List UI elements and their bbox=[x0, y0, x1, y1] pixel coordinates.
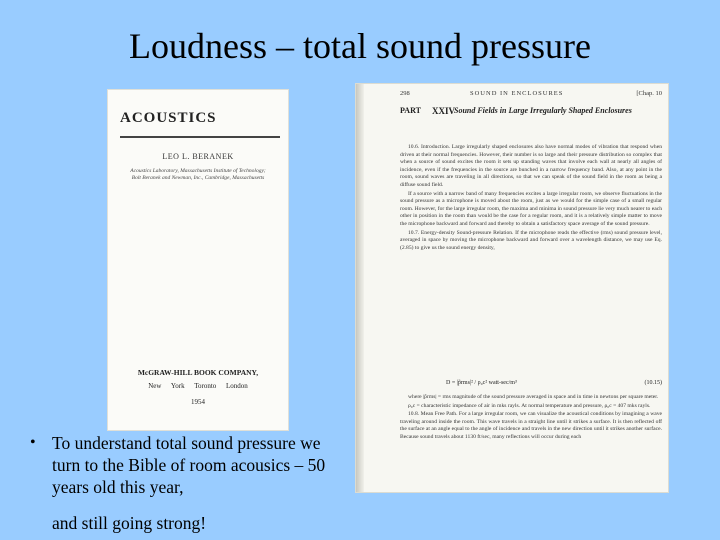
page-number: 298 bbox=[400, 90, 410, 97]
slide-title: Loudness – total sound pressure bbox=[129, 26, 591, 66]
paragraph: 10.6. Introduction. Large irregularly shaped enclosures also have normal modes of vibration that respond when driven at their normal frequencies. However, their number is so large and their pressure distribution so complex that when a source of sound excites the room it sets up standing waves that involve each wall at nearly all angles of incidence, even if the frequencies in the source are bunched in a narrow frequency band. Also, at any point in the room, sound waves are traveling in all directions, so that we can speak of the sound field in the room as being a diffuse sound field. bbox=[400, 144, 662, 188]
paragraph: If a source with a narrow band of many frequencies excites a large irregular room, we observe fluctuations in the sound pressure as a microphone is moved about the room, just as we would for the simple case of a small regular room. However, for the large irregular room, the maxima and minima in sound pressure lie very much nearer to each other in position in the room than would be the case for a regular room, and it is a relatively simple matter to move the microphone backward and forward and thereby to obtain a satisfactory space average of the sound pressure. bbox=[400, 190, 662, 227]
equation-number: (10.15) bbox=[644, 380, 662, 386]
publisher: McGRAW-HILL BOOK COMPANY, bbox=[137, 368, 259, 377]
paragraph: 10.7. Energy-density Sound-pressure Relation. If the microphone reads the effective (rms) sound pressure level, averaged in space by moving the microphone backward and forward over a wavelength distance, we may use Eq. (2.85) to give us the sound energy density, bbox=[400, 229, 662, 251]
book-content-page-image bbox=[356, 84, 668, 492]
equation-text: D = |p̃rms|² / ρ₀c² watt-sec/m³ bbox=[446, 380, 517, 386]
page-binding-edge bbox=[356, 84, 364, 492]
bullet-text: To understand total sound pressure we turn to the Bible of room acousics – 50 years old this year, bbox=[52, 433, 326, 497]
equation bbox=[446, 380, 662, 386]
bullet-icon: • bbox=[30, 434, 36, 451]
part-label: PART bbox=[400, 106, 421, 115]
paragraph: ρ₀c = characteristic impedance of air in mks rayls. At normal temperature and pressure, ρ₀c = 407 mks rayls. bbox=[408, 402, 651, 409]
page-body-text-lower bbox=[400, 394, 662, 443]
book-title-heading: ACOUSTICS bbox=[120, 110, 217, 126]
running-head: SOUND IN ENCLOSURES bbox=[470, 90, 564, 97]
book-author: LEO L. BERANEK bbox=[162, 152, 234, 161]
paragraph: where |p̃rms| = rms magnitude of the sound pressure averaged in space and in time in newtons per square meter. bbox=[408, 394, 659, 400]
publisher-cities: New York Toronto London bbox=[148, 382, 248, 390]
publication-year: 1954 bbox=[191, 398, 205, 406]
chapter-label: [Chap. 10 bbox=[636, 90, 662, 97]
book-title-page-image bbox=[108, 90, 288, 430]
part-number: XXIV bbox=[432, 106, 456, 116]
title-rule bbox=[120, 136, 280, 138]
author-affiliation: Acoustics Laboratory, Massachusetts Institute of Technology; Bolt Beranek and Newman, Inc., Cambridge, Massachusetts bbox=[130, 168, 266, 181]
page-body-text bbox=[400, 144, 662, 253]
part-title: Sound Fields in Large Irregularly Shaped Enclosures bbox=[454, 106, 632, 115]
paragraph: 10.8. Mean Free Path. For a large irregular room, we can visualize the acoustical conditions by imagining a wave traveling around inside the room. This wave travels in a straight line until it strikes a surface. It is then reflected off the surface at an angle equal to the angle of incidence and travels in the new direction until it strikes another surface. Because sound travels about 1130 ft/sec, many reflections will occur during each bbox=[400, 411, 662, 440]
bullet-continuation: and still going strong! bbox=[52, 513, 207, 533]
